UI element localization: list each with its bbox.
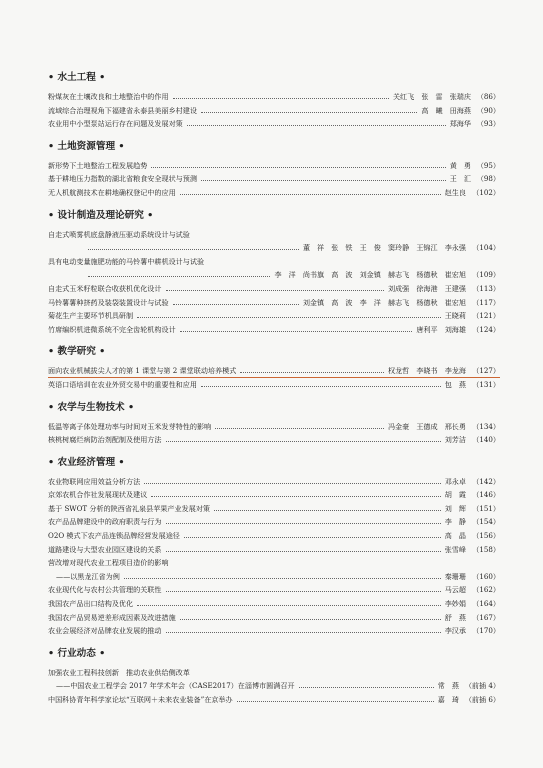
entry-authors: 秦珊珊 bbox=[444, 571, 466, 581]
toc-entry bbox=[48, 104, 500, 118]
dot-leader bbox=[124, 578, 441, 579]
toc-entry bbox=[48, 515, 500, 529]
entry-page: （93） bbox=[476, 119, 500, 129]
dot-leader bbox=[144, 483, 441, 484]
entry-title: 粉煤灰在土壤改良和土地整治中的作用 bbox=[48, 92, 169, 101]
entry-authors: 黄 勇 bbox=[449, 160, 471, 170]
toc-entry bbox=[48, 159, 500, 173]
dot-leader bbox=[173, 304, 299, 305]
section-title: • 行业动态 • bbox=[48, 647, 106, 659]
section-title: • 教学研究 • bbox=[48, 346, 106, 358]
entry-authors: 赵生良 bbox=[444, 187, 466, 197]
entry-authors: 李 静 bbox=[444, 517, 466, 527]
dot-leader bbox=[184, 537, 441, 538]
section-gap bbox=[48, 392, 500, 400]
section-header bbox=[48, 344, 500, 360]
section-gap bbox=[48, 200, 500, 208]
entry-title: 加强农业工程科技创新 推动农业供给侧改革 bbox=[48, 667, 190, 677]
dot-leader bbox=[201, 386, 441, 387]
entry-authors: 高 曦 田海燕 bbox=[421, 105, 471, 115]
toc-entry bbox=[48, 309, 500, 323]
entry-authors: 高 晶 bbox=[444, 531, 466, 541]
dot-leader bbox=[88, 276, 270, 277]
toc-entry bbox=[48, 693, 500, 707]
dot-leader bbox=[180, 194, 441, 195]
toc-entry bbox=[48, 364, 500, 378]
dot-leader bbox=[166, 441, 441, 442]
dot-leader bbox=[214, 510, 441, 511]
entry-page: （109） bbox=[472, 270, 500, 280]
toc-entry bbox=[48, 488, 500, 502]
section-title: • 水土工程 • bbox=[48, 72, 106, 83]
dot-leader bbox=[201, 112, 417, 113]
toc-entry bbox=[48, 378, 500, 392]
entry-page: （158） bbox=[472, 544, 500, 554]
entry-authors: 李汉承 bbox=[444, 626, 466, 636]
entry-title: 新形势下土地整治工程发展趋势 bbox=[48, 160, 148, 170]
entry-authors: 包 燕 bbox=[444, 379, 466, 389]
entry-title: 道路建设与大型农业园区建设的关系 bbox=[48, 544, 162, 554]
entry-page: （160） bbox=[472, 571, 500, 581]
entry-title: 低温等离子体处理功率与时间对玉米发芽特性的影响 bbox=[48, 421, 212, 431]
dot-leader bbox=[151, 496, 441, 497]
dot-leader bbox=[166, 551, 441, 552]
toc-entry bbox=[48, 624, 500, 638]
toc-entry bbox=[48, 90, 500, 104]
toc-entry bbox=[48, 543, 500, 557]
entry-title: 营改增对现代农业工程项目造价的影响 bbox=[48, 558, 169, 568]
entry-title: 农业用中小型泵站运行存在问题及发展对策 bbox=[48, 119, 183, 129]
toc-entry bbox=[48, 597, 500, 611]
entry-authors: 常 燕 bbox=[437, 681, 459, 691]
section-header bbox=[48, 400, 500, 416]
entry-page: （154） bbox=[472, 517, 500, 527]
dot-leader bbox=[166, 632, 441, 633]
entry-authors: 关红飞 张 雷 张瑞庆 bbox=[392, 92, 471, 101]
dot-leader bbox=[166, 290, 384, 291]
entry-title: 具有电动变量施肥功能的马铃薯中耕机设计与试验 bbox=[48, 256, 205, 266]
entry-authors: 冯金豪 王德成 邢长勇 bbox=[387, 421, 466, 431]
entry-authors: 张雪峰 bbox=[444, 544, 466, 554]
dot-leader bbox=[173, 98, 389, 99]
entry-page: （前插 4） bbox=[464, 681, 500, 691]
entry-page: （113） bbox=[472, 283, 500, 293]
entry-title: 自走式喷雾机底盘静液压驱动系统设计与试验 bbox=[48, 229, 190, 239]
entry-page: （164） bbox=[472, 599, 500, 609]
entry-page: （140） bbox=[472, 435, 500, 445]
entry-title: 竹席编织机进微系统不完全齿轮机构设计 bbox=[48, 324, 176, 334]
entry-page: （86） bbox=[476, 92, 500, 101]
dot-leader bbox=[180, 331, 412, 332]
toc-entry bbox=[48, 666, 500, 693]
dot-leader bbox=[166, 591, 441, 592]
section-header bbox=[48, 646, 500, 662]
entry-title: 我国农产品贸易逆差形成因素及改进措施 bbox=[48, 612, 176, 622]
entry-authors: 董 祥 张 铁 王 俊 窦玲静 王锦江 李永强 bbox=[302, 243, 466, 253]
entry-page: （121） bbox=[472, 311, 500, 321]
entry-authors: 权龙哲 李晓书 李龙海 bbox=[387, 366, 466, 376]
section-gap bbox=[48, 638, 500, 646]
entry-page: （104） bbox=[472, 243, 500, 253]
entry-title: 农产品品牌建设中的政府职责与行为 bbox=[48, 517, 162, 527]
toc-entry bbox=[48, 583, 500, 597]
section-title: • 土地资源管理 • bbox=[48, 140, 125, 152]
toc-entry bbox=[48, 117, 500, 131]
entry-authors: 舒 燕 bbox=[444, 612, 466, 622]
dot-leader bbox=[240, 372, 384, 373]
toc-entry bbox=[48, 323, 500, 337]
entry-subtitle: ——以黑龙江省为例 bbox=[56, 571, 120, 581]
entry-title: 基于 SWOT 分析的陕西省礼泉县苹果产业发展对策 bbox=[48, 503, 210, 513]
entry-authors: 刘芳洁 bbox=[444, 435, 466, 445]
entry-authors: 刘金镇 高 波 李 洋 赫志飞 杨德秋 崔宏旭 bbox=[302, 297, 466, 307]
dot-leader bbox=[166, 523, 441, 524]
entry-page: （117） bbox=[472, 297, 500, 307]
entry-page: （134） bbox=[472, 421, 500, 431]
entry-authors: 郑海华 bbox=[449, 119, 471, 129]
entry-authors: 刘 辉 bbox=[444, 503, 466, 513]
entry-page: （146） bbox=[472, 490, 500, 500]
entry-page: （90） bbox=[476, 105, 500, 115]
entry-authors: 嘉 琦 bbox=[437, 695, 459, 704]
dot-leader bbox=[151, 167, 446, 168]
toc-entry bbox=[48, 420, 500, 434]
dot-leader bbox=[137, 605, 441, 606]
entry-title: 流域综合治理视角下福建省永泰县美丽乡村建设 bbox=[48, 105, 197, 115]
toc-entry bbox=[48, 296, 500, 310]
toc-entry bbox=[48, 502, 500, 516]
entry-authors: 胡 霞 bbox=[444, 490, 466, 500]
entry-title: 中国科协青年科学家论坛“互联网＋未来农业装备”在京举办 bbox=[48, 695, 233, 704]
entry-title: 基于耕地压力指数的湖北省粮食安全现状与预测 bbox=[48, 174, 197, 184]
entry-authors: 李 洋 尚书旗 高 波 刘金镇 赫志飞 杨德秋 崔宏旭 bbox=[274, 270, 466, 280]
dot-leader bbox=[237, 701, 434, 702]
dot-leader bbox=[137, 317, 441, 318]
entry-title: 马铃薯薯种挤药及装袋装置设计与试验 bbox=[48, 297, 169, 307]
entry-authors: 王晓莉 bbox=[444, 311, 466, 321]
entry-title: 农业会展经济对品牌农业发展的推动 bbox=[48, 626, 162, 636]
entry-page: （151） bbox=[472, 503, 500, 513]
dot-leader bbox=[88, 249, 299, 250]
entry-title: 农业物联网应用效益分析方法 bbox=[48, 476, 141, 486]
dot-leader bbox=[180, 619, 441, 620]
entry-authors: 刘成强 徐海港 王建强 bbox=[387, 283, 466, 293]
section-title: • 农业经济管理 • bbox=[48, 456, 125, 468]
entry-title: 面向农业机械拔尖人才的第 1 课堂与第 2 课堂联动培养模式 bbox=[48, 366, 237, 376]
entry-authors: 唐利平 刘海雄 bbox=[416, 324, 466, 334]
section-header bbox=[48, 139, 500, 155]
section-gap bbox=[48, 447, 500, 455]
entry-page: （162） bbox=[472, 585, 500, 595]
toc-entry bbox=[48, 611, 500, 625]
section-title: • 设计制造及理论研究 • bbox=[48, 209, 154, 221]
entry-title: 英语口语培训在农业外贸交易中的重要性和应用 bbox=[48, 379, 197, 389]
entry-page: （170） bbox=[472, 626, 500, 636]
entry-page: （127） bbox=[472, 366, 500, 376]
entry-page: （102） bbox=[472, 187, 500, 197]
entry-authors: 马云超 bbox=[444, 585, 466, 595]
entry-title: 京郊农机合作社发展现状及建议 bbox=[48, 490, 148, 500]
table-of-contents bbox=[48, 70, 500, 715]
entry-title: 我国农产品出口结构及优化 bbox=[48, 599, 134, 609]
toc-entry bbox=[48, 282, 500, 296]
section-gap bbox=[48, 336, 500, 344]
entry-page: （131） bbox=[472, 379, 500, 389]
entry-subtitle: ——中国农业工程学会 2017 年学术年会（CASE2017）在淄博市圆满召开 bbox=[56, 681, 295, 691]
entry-title: O2O 模式下农产品连锁品牌经营发展途径 bbox=[48, 531, 180, 541]
dot-leader bbox=[215, 428, 384, 429]
toc-entry bbox=[48, 475, 500, 489]
entry-page: （167） bbox=[472, 612, 500, 622]
toc-entry bbox=[48, 556, 500, 583]
entry-page: （前插 6） bbox=[464, 695, 500, 704]
entry-authors: 王 汇 bbox=[449, 174, 471, 184]
entry-page: （95） bbox=[476, 160, 500, 170]
section-gap bbox=[48, 131, 500, 139]
section-gap bbox=[48, 707, 500, 715]
dot-leader bbox=[187, 125, 446, 126]
section-header bbox=[48, 208, 500, 224]
dot-leader bbox=[299, 687, 434, 688]
entry-page: （98） bbox=[476, 174, 500, 184]
entry-authors: 李妙娟 bbox=[444, 599, 466, 609]
entry-authors: 邓永卓 bbox=[444, 476, 466, 486]
section-header bbox=[48, 455, 500, 471]
entry-page: （124） bbox=[472, 324, 500, 334]
section-header bbox=[48, 70, 500, 86]
entry-page: （156） bbox=[472, 531, 500, 541]
toc-entry bbox=[48, 186, 500, 200]
entry-title: 农业现代化与农村公共管理的关联性 bbox=[48, 585, 162, 595]
section-title: • 农学与生物技术 • bbox=[48, 401, 135, 413]
toc-entry bbox=[48, 433, 500, 447]
entry-title: 核桃树腐烂病防治剂配制及使用方法 bbox=[48, 435, 162, 445]
toc-entry bbox=[48, 529, 500, 543]
entry-title: 无人机航测技术在耕地确权登记中的应用 bbox=[48, 187, 176, 197]
entry-title: 菊花生产主要环节机具研制 bbox=[48, 311, 134, 321]
toc-entry bbox=[48, 172, 500, 186]
entry-title: 自走式玉米籽粒联合收获机优化设计 bbox=[48, 283, 162, 293]
dot-leader bbox=[201, 180, 446, 181]
entry-page: （142） bbox=[472, 476, 500, 486]
toc-entry bbox=[48, 228, 500, 255]
toc-entry bbox=[48, 255, 500, 282]
